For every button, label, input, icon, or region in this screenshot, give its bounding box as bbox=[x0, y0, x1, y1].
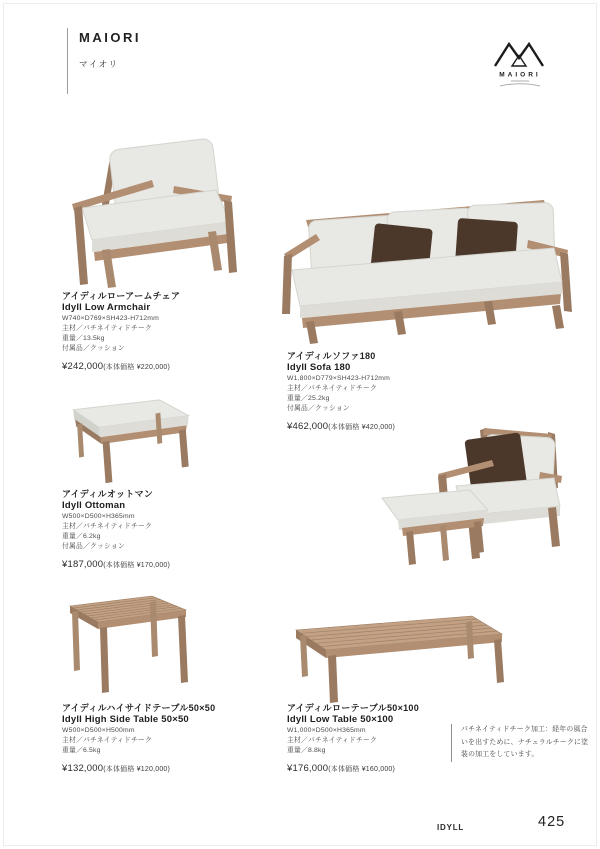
product-name-en: Idyll Low Armchair bbox=[62, 302, 151, 313]
price-main: ¥462,000 bbox=[287, 421, 329, 432]
product-weight: 重量／6.5kg bbox=[62, 747, 101, 754]
product-name-en: Idyll Sofa 180 bbox=[287, 362, 351, 373]
product-accessory: 付属品／クッション bbox=[62, 345, 125, 352]
product-name-jp: アイディルハイサイドテーブル50×50 bbox=[62, 703, 216, 713]
logo-tagline-decoration bbox=[511, 81, 529, 82]
product-info-low-table bbox=[287, 702, 419, 774]
product-weight: 重量／6.2kg bbox=[62, 533, 101, 540]
product-name-jp: アイディルソファ180 bbox=[287, 351, 376, 361]
product-size: W1,800×D779×SH423-H712mm bbox=[287, 375, 391, 382]
maiori-logo bbox=[487, 39, 553, 91]
product-size: W1,000×D500×H365mm bbox=[287, 727, 366, 734]
product-weight: 重量／8.8kg bbox=[287, 747, 326, 754]
price-note: (本体価格 ¥220,000) bbox=[103, 364, 171, 371]
high-side-table-photo bbox=[56, 586, 196, 698]
price-note: (本体価格 ¥170,000) bbox=[103, 562, 171, 569]
price-main: ¥132,000 bbox=[62, 763, 104, 774]
product-material: 主材／パチネイティドチーク bbox=[287, 737, 378, 744]
product-material: 主材／パチネイティドチーク bbox=[62, 325, 153, 332]
product-material: 主材／パチネイティドチーク bbox=[62, 737, 153, 744]
finish-note: パチネイティドチーク加工：経年の風合いを出すために、ナチュラルチークに塗装の加工をしています。 bbox=[451, 724, 593, 762]
product-price bbox=[62, 763, 215, 774]
price-main: ¥242,000 bbox=[62, 361, 104, 372]
ottoman-photo bbox=[60, 396, 200, 488]
product-size: W740×D769×SH423-H712mm bbox=[62, 315, 159, 322]
product-price bbox=[287, 421, 395, 432]
product-size: W500×D500×H365mm bbox=[62, 513, 135, 520]
price-main: ¥176,000 bbox=[287, 763, 329, 774]
footer-page-number: 425 bbox=[538, 814, 566, 830]
product-accessory: 付属品／クッション bbox=[62, 543, 125, 550]
brand-title: MAIORI bbox=[79, 30, 141, 45]
product-name-jp: アイディルローアームチェア bbox=[62, 291, 181, 301]
price-note: (本体価格 ¥160,000) bbox=[328, 766, 396, 773]
product-name-jp: アイディルローテーブル50×100 bbox=[287, 703, 420, 713]
footer-collection-label: IDYLL bbox=[437, 823, 465, 832]
product-material: 主材／パチネイティドチーク bbox=[62, 523, 153, 530]
product-size: W500×D500×H500mm bbox=[62, 727, 135, 734]
product-price bbox=[287, 763, 419, 774]
product-info-sofa-180 bbox=[287, 350, 395, 432]
armchair-photo bbox=[58, 126, 240, 292]
product-name-en: Idyll Ottoman bbox=[62, 500, 126, 511]
product-name-jp: アイディルオットマン bbox=[62, 489, 154, 499]
product-price bbox=[62, 559, 170, 570]
price-main: ¥187,000 bbox=[62, 559, 104, 570]
product-name-en: Idyll High Side Table 50×50 bbox=[62, 714, 189, 725]
price-note: (本体価格 ¥120,000) bbox=[103, 766, 171, 773]
product-weight: 重量／13.5kg bbox=[62, 335, 105, 342]
product-weight: 重量／25.2kg bbox=[287, 395, 330, 402]
product-price bbox=[62, 361, 180, 372]
product-info-low-armchair bbox=[62, 290, 180, 372]
low-table-photo bbox=[280, 610, 510, 708]
logo-text: MAIORI bbox=[499, 71, 541, 79]
price-note: (本体価格 ¥420,000) bbox=[328, 424, 396, 431]
product-name-en: Idyll Low Table 50×100 bbox=[287, 714, 394, 725]
product-info-high-side-table bbox=[62, 702, 215, 774]
mountain-logo-icon bbox=[487, 39, 553, 91]
product-accessory: 付属品／クッション bbox=[287, 405, 350, 412]
brand-kana: マイオリ bbox=[79, 59, 119, 69]
product-material: 主材／パチネイティドチーク bbox=[287, 385, 378, 392]
product-info-ottoman bbox=[62, 488, 170, 570]
logo-tagline-arc-decoration bbox=[500, 84, 540, 86]
header-rule bbox=[67, 28, 68, 94]
armchair-ottoman-photo bbox=[372, 402, 568, 568]
sofa-photo bbox=[276, 182, 574, 346]
